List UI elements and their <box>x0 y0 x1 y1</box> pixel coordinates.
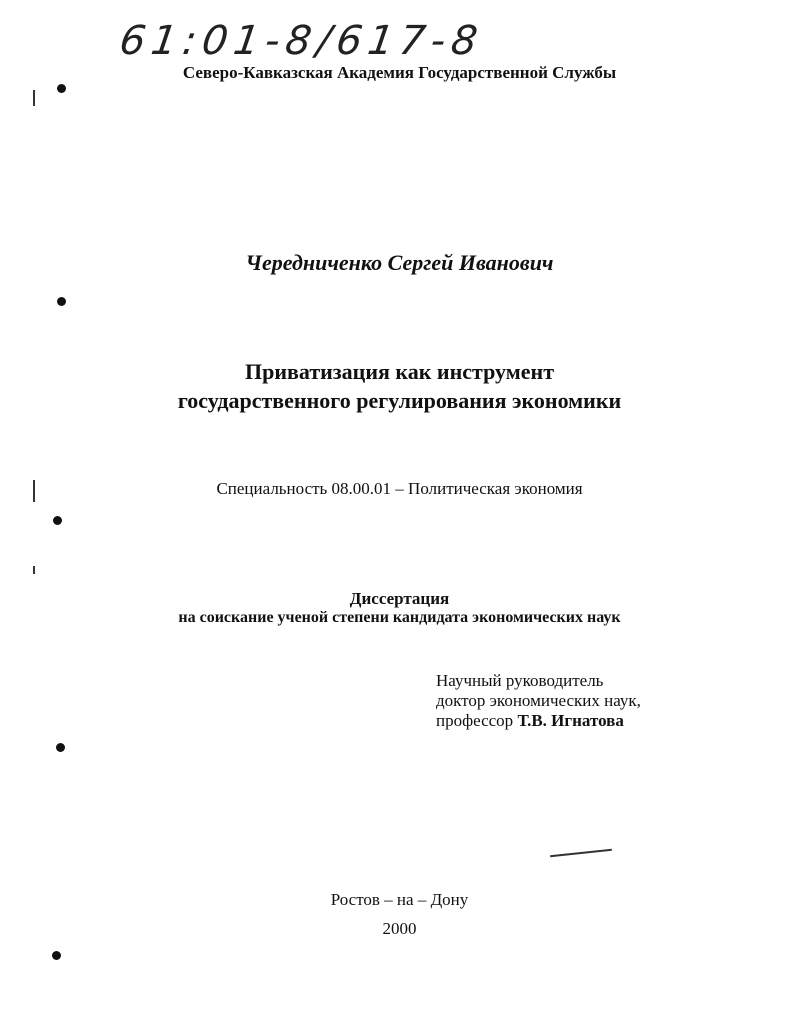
advisor-role: Научный руководитель <box>436 671 604 690</box>
binding-hole-3 <box>53 516 62 525</box>
dissertation-heading: Диссертация <box>349 589 450 608</box>
binding-hole-5 <box>52 951 61 960</box>
specialty: Специальность 08.00.01 – Политическая экономия <box>216 479 583 498</box>
scan-edge-mark <box>33 90 35 106</box>
city: Ростов – на – Дону <box>330 890 469 909</box>
pen-stroke <box>550 849 612 857</box>
dissertation-subtitle: на соискание ученой степени кандидата экономических наук <box>178 609 621 626</box>
binding-hole-1 <box>57 84 66 93</box>
dissertation-title <box>0 357 799 415</box>
title-line-1: Приватизация как инструмент <box>244 359 554 384</box>
advisor-name: Т.В. Игнатова <box>517 711 624 730</box>
title-line-2: государственного регулирования экономики <box>177 388 622 413</box>
advisor-title-prefix: профессор <box>436 711 514 730</box>
institution-name: Северо-Кавказская Академия Государственной Службы <box>182 63 617 82</box>
year: 2000 <box>382 919 417 938</box>
scan-edge-mark <box>33 566 35 574</box>
advisor-degree: доктор экономических наук, <box>436 691 641 710</box>
author-name: Чередниченко Сергей Иванович <box>245 250 554 275</box>
advisor-title-line <box>436 711 641 731</box>
handwritten-code: 61:01-8/617-8 <box>116 18 487 64</box>
scientific-advisor <box>436 671 641 731</box>
binding-hole-4 <box>56 743 65 752</box>
binding-hole-2 <box>57 297 66 306</box>
